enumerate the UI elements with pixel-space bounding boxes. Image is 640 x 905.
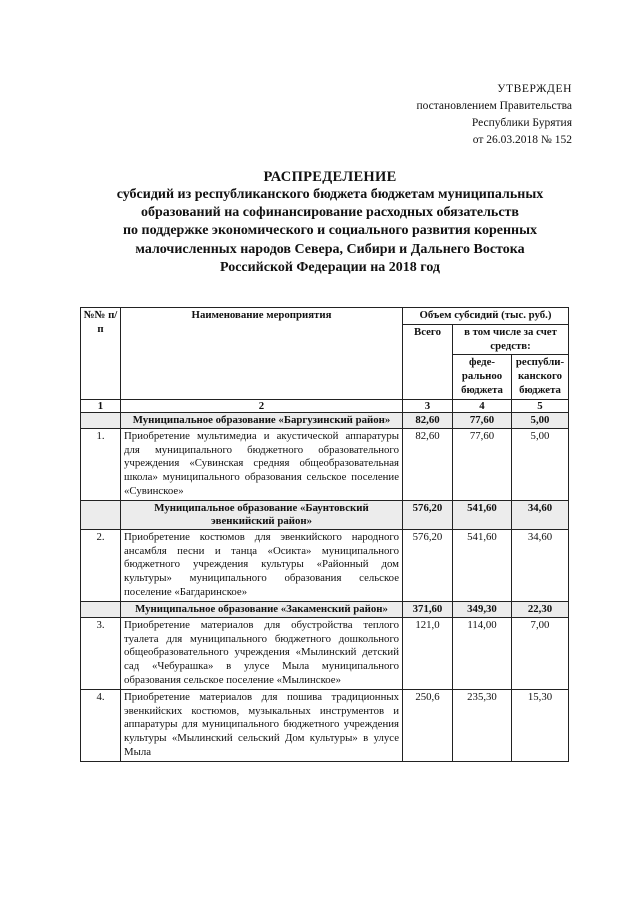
approval-heading: УТВЕРЖДЕН xyxy=(497,83,572,95)
header-federal: феде-ральноо бюджета xyxy=(453,355,512,399)
header-volume: Объем субсидий (тыс. руб.) xyxy=(403,308,569,325)
row-description: Приобретение материалов для обустройства теплого туалета для муниципального бюджетного дошкольного общеобразовательного учреждения «Мылинский детский сад «Чебурашка» в улусе Мыла муниципального образования сельское поселение «Мылинское» xyxy=(121,617,403,689)
row-index: 1. xyxy=(81,428,121,500)
municipality-index xyxy=(81,601,121,617)
municipality-federal: 77,60 xyxy=(453,412,512,428)
municipality-name: Муниципальное образование «Закаменский район» xyxy=(121,601,403,617)
title-main: РАСПРЕДЕЛЕНИЕ xyxy=(263,169,397,185)
municipality-index xyxy=(81,500,121,529)
municipality-republic: 22,30 xyxy=(512,601,569,617)
row-republic: 34,60 xyxy=(512,529,569,601)
subtitle-line: Российской Федерации на 2018 год xyxy=(219,259,440,275)
column-number: 4 xyxy=(453,399,512,412)
title-subtitle xyxy=(60,186,600,277)
municipality-name: Муниципальное образование «Баунтовский эвенкийский район» xyxy=(121,500,403,529)
table-header-row xyxy=(81,308,569,325)
row-federal: 541,60 xyxy=(453,529,512,601)
approval-stamp xyxy=(416,81,572,149)
subsidy-distribution-table xyxy=(80,307,569,762)
table-row xyxy=(81,689,569,761)
table-row xyxy=(81,428,569,500)
municipality-total: 371,60 xyxy=(403,601,453,617)
row-federal: 235,30 xyxy=(453,689,512,761)
header-total: Всего xyxy=(403,324,453,399)
row-description: Приобретение мультимедиа и акустической аппаратуры для муниципального бюджетного образовательного учреждения «Сувинская средняя общеобразовательная школа» муниципального образования сельское поселение «Сувинское» xyxy=(121,428,403,500)
subtitle-line: малочисленных народов Севера, Сибири и Дальнего Востока xyxy=(135,241,525,257)
municipality-total: 576,20 xyxy=(403,500,453,529)
table-row xyxy=(81,617,569,689)
column-number: 2 xyxy=(121,399,403,412)
municipality-total: 82,60 xyxy=(403,412,453,428)
header-republic: республи-канского бюджета xyxy=(512,355,569,399)
row-republic: 15,30 xyxy=(512,689,569,761)
column-number-row xyxy=(81,399,569,412)
column-number: 5 xyxy=(512,399,569,412)
column-number: 1 xyxy=(81,399,121,412)
row-index: 4. xyxy=(81,689,121,761)
header-num: №№ п/п xyxy=(81,308,121,400)
approval-date: от 26.03.2018 № 152 xyxy=(472,134,572,146)
approval-line: Республики Бурятия xyxy=(471,117,572,129)
municipality-republic: 5,00 xyxy=(512,412,569,428)
row-total: 121,0 xyxy=(403,617,453,689)
header-including: в том числе за счет средств: xyxy=(453,324,569,355)
municipality-index xyxy=(81,412,121,428)
row-index: 2. xyxy=(81,529,121,601)
row-republic: 7,00 xyxy=(512,617,569,689)
document-title xyxy=(60,168,600,277)
row-description: Приобретение материалов для пошива традиционных эвенкийских костюмов, музыкальных инструментов и аппаратуры для муниципального бюджетного учреждения культуры «Мылинский сельский Дом культуры» в улусе Мыла xyxy=(121,689,403,761)
row-total: 250,6 xyxy=(403,689,453,761)
row-federal: 77,60 xyxy=(453,428,512,500)
row-republic: 5,00 xyxy=(512,428,569,500)
subtitle-line: по поддержке экономического и социального развития коренных xyxy=(122,223,538,239)
municipality-republic: 34,60 xyxy=(512,500,569,529)
municipality-federal: 541,60 xyxy=(453,500,512,529)
subtitle-line: образований на софинансирование расходных обязательств xyxy=(141,205,519,221)
header-name: Наименование мероприятия xyxy=(121,308,403,400)
row-description: Приобретение костюмов для эвенкийского народного ансамбля песни и танца «Осикта» муниципального бюджетного учреждения культуры «Районный дом культуры» муниципального образования сельское поселение «Багдаринское» xyxy=(121,529,403,601)
approval-line: постановлением Правительства xyxy=(416,100,572,112)
row-index: 3. xyxy=(81,617,121,689)
row-federal: 114,00 xyxy=(453,617,512,689)
municipality-row xyxy=(81,500,569,529)
municipality-row xyxy=(81,412,569,428)
row-total: 82,60 xyxy=(403,428,453,500)
subtitle-line: субсидий из республиканского бюджета бюджетам муниципальных xyxy=(116,187,544,202)
table-row xyxy=(81,529,569,601)
municipality-name: Муниципальное образование «Баргузинский район» xyxy=(121,412,403,428)
municipality-row xyxy=(81,601,569,617)
municipality-federal: 349,30 xyxy=(453,601,512,617)
column-number: 3 xyxy=(403,399,453,412)
row-total: 576,20 xyxy=(403,529,453,601)
